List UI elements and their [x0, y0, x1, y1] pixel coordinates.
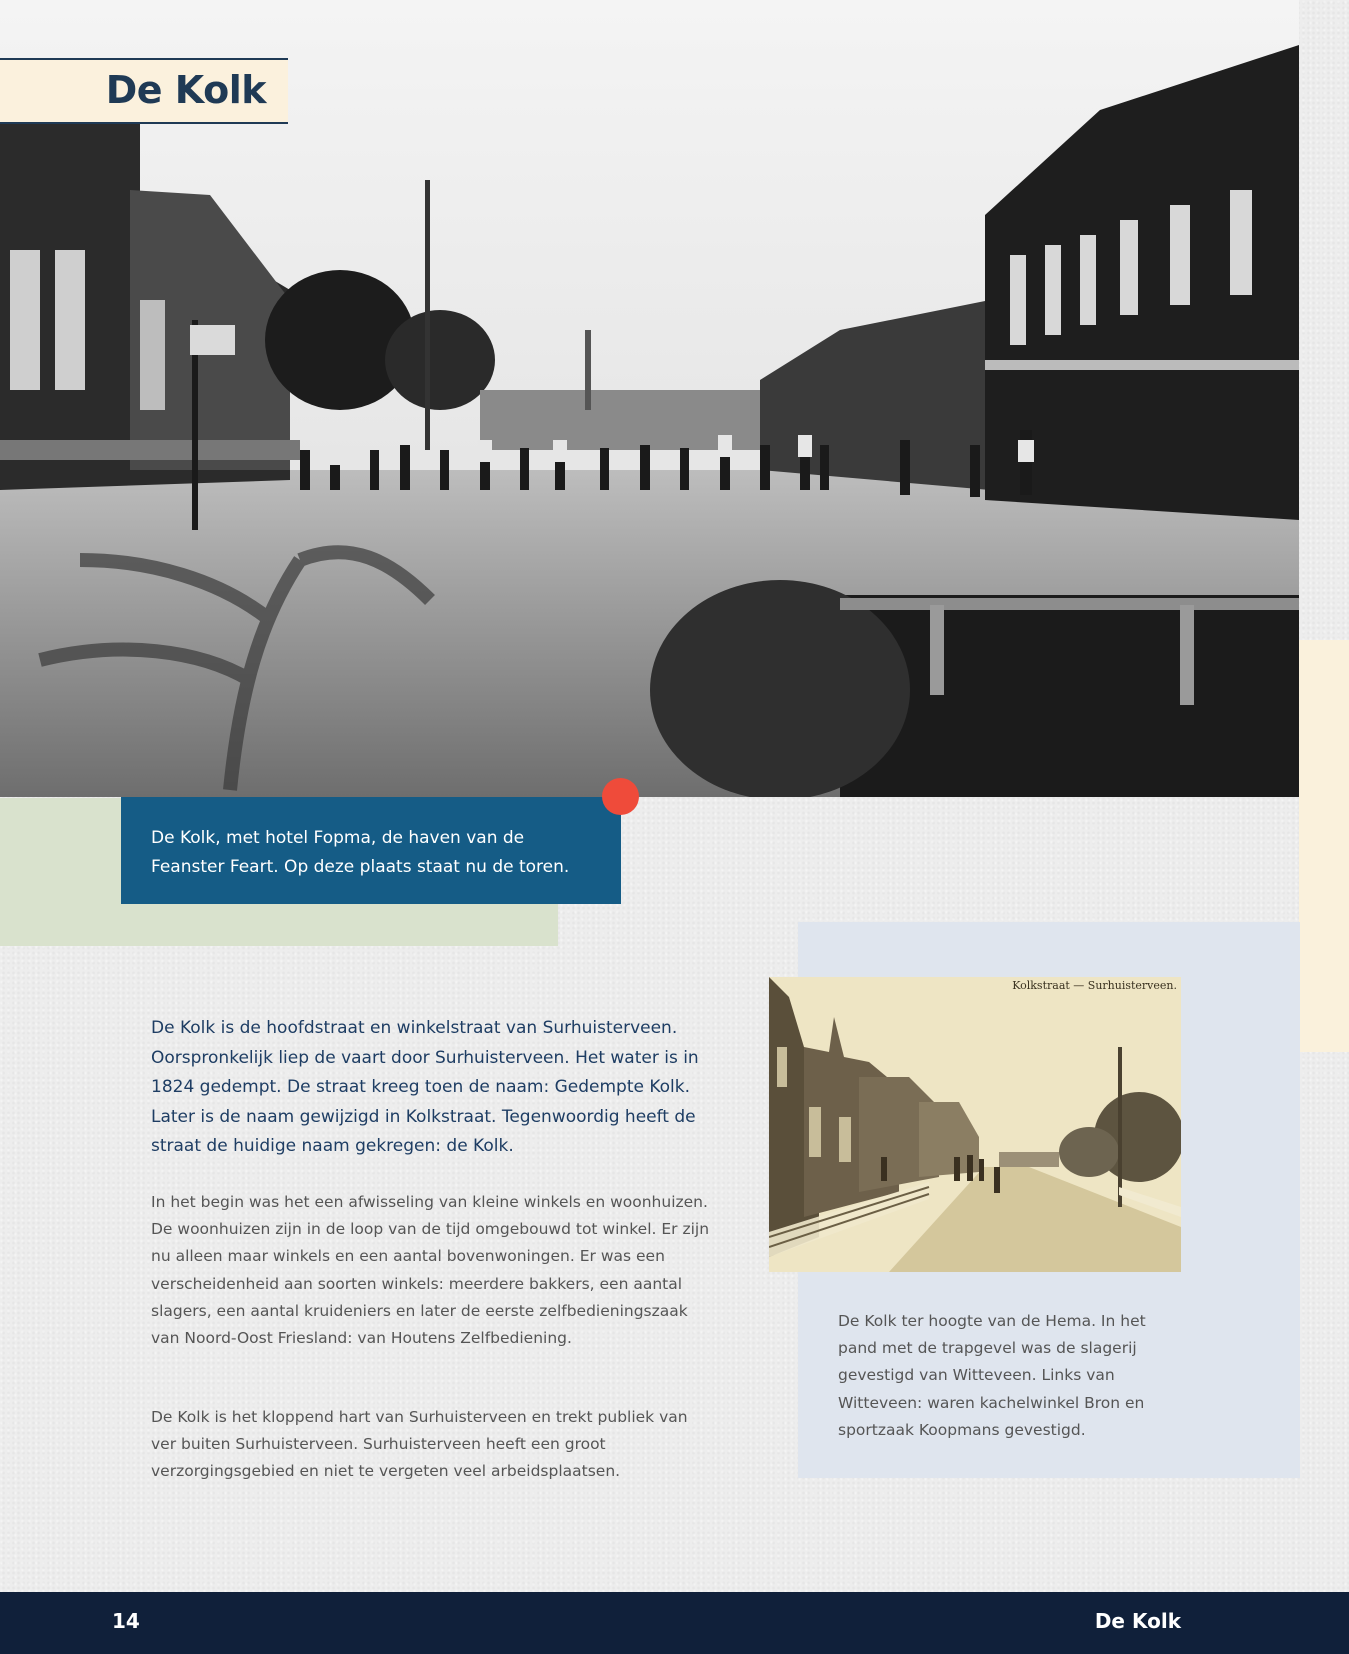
- page-number: 14: [112, 1609, 140, 1633]
- photo-caption: De Kolk, met hotel Fopma, de haven van de Feanster Feart. Op deze plaats staat nu de toren.: [121, 797, 621, 904]
- page-title-tab: [0, 58, 288, 124]
- postcard-label: Kolkstraat — Surhuisterveen.: [1012, 979, 1177, 992]
- page-footer: [0, 1592, 1349, 1654]
- page-title: De Kolk: [105, 68, 266, 112]
- body-paragraph-1: In het begin was het een afwisseling van kleine winkels en woonhuizen. De woonhuizen zijn in de loop van de tijd omgebouwd tot winkel. Er zijn nu alleen maar winkels en een aantal bovenwoningen. Er was een verscheidenheid aan soorten winkels: meerdere bakkers, een aantal slagers, een aantal kruideniers en later de eerste zelfbedieningszaak van Noord-Oost Friesland: van Houtens Zelfbediening.: [151, 1193, 710, 1348]
- postcard-caption: De Kolk ter hoogte van de Hema. In het pand met de trapgevel was de slagerij gevestigd van Witteveen. Links van Witteveen: waren kachelwinkel Bron en sportzaak Koopmans gevestigd.: [838, 1312, 1146, 1439]
- body-paragraph-2: De Kolk is het kloppend hart van Surhuisterveen en trekt publiek van ver buiten Surhuisterveen. Surhuisterveen heeft een groot verzorgingsgebied en niet te vergeten veel arbeidsplaatsen.: [151, 1408, 688, 1481]
- decorative-red-dot: [602, 778, 639, 815]
- postcard-photo: [769, 977, 1181, 1272]
- lead-paragraph: De Kolk is de hoofdstraat en winkelstraat van Surhuisterveen. Oorspronkelijk liep de vaart door Surhuisterveen. Het water is in 1824 gedempt. De straat kreeg toen de naam: Gedempte Kolk. Later is de naam gewijzigd in Kolkstraat. Tegenwoordig heeft de straat de huidige naam gekregen: de Kolk.: [151, 1018, 699, 1156]
- decorative-cream-block: [1299, 640, 1349, 1052]
- footer-title: De Kolk: [1094, 1609, 1181, 1633]
